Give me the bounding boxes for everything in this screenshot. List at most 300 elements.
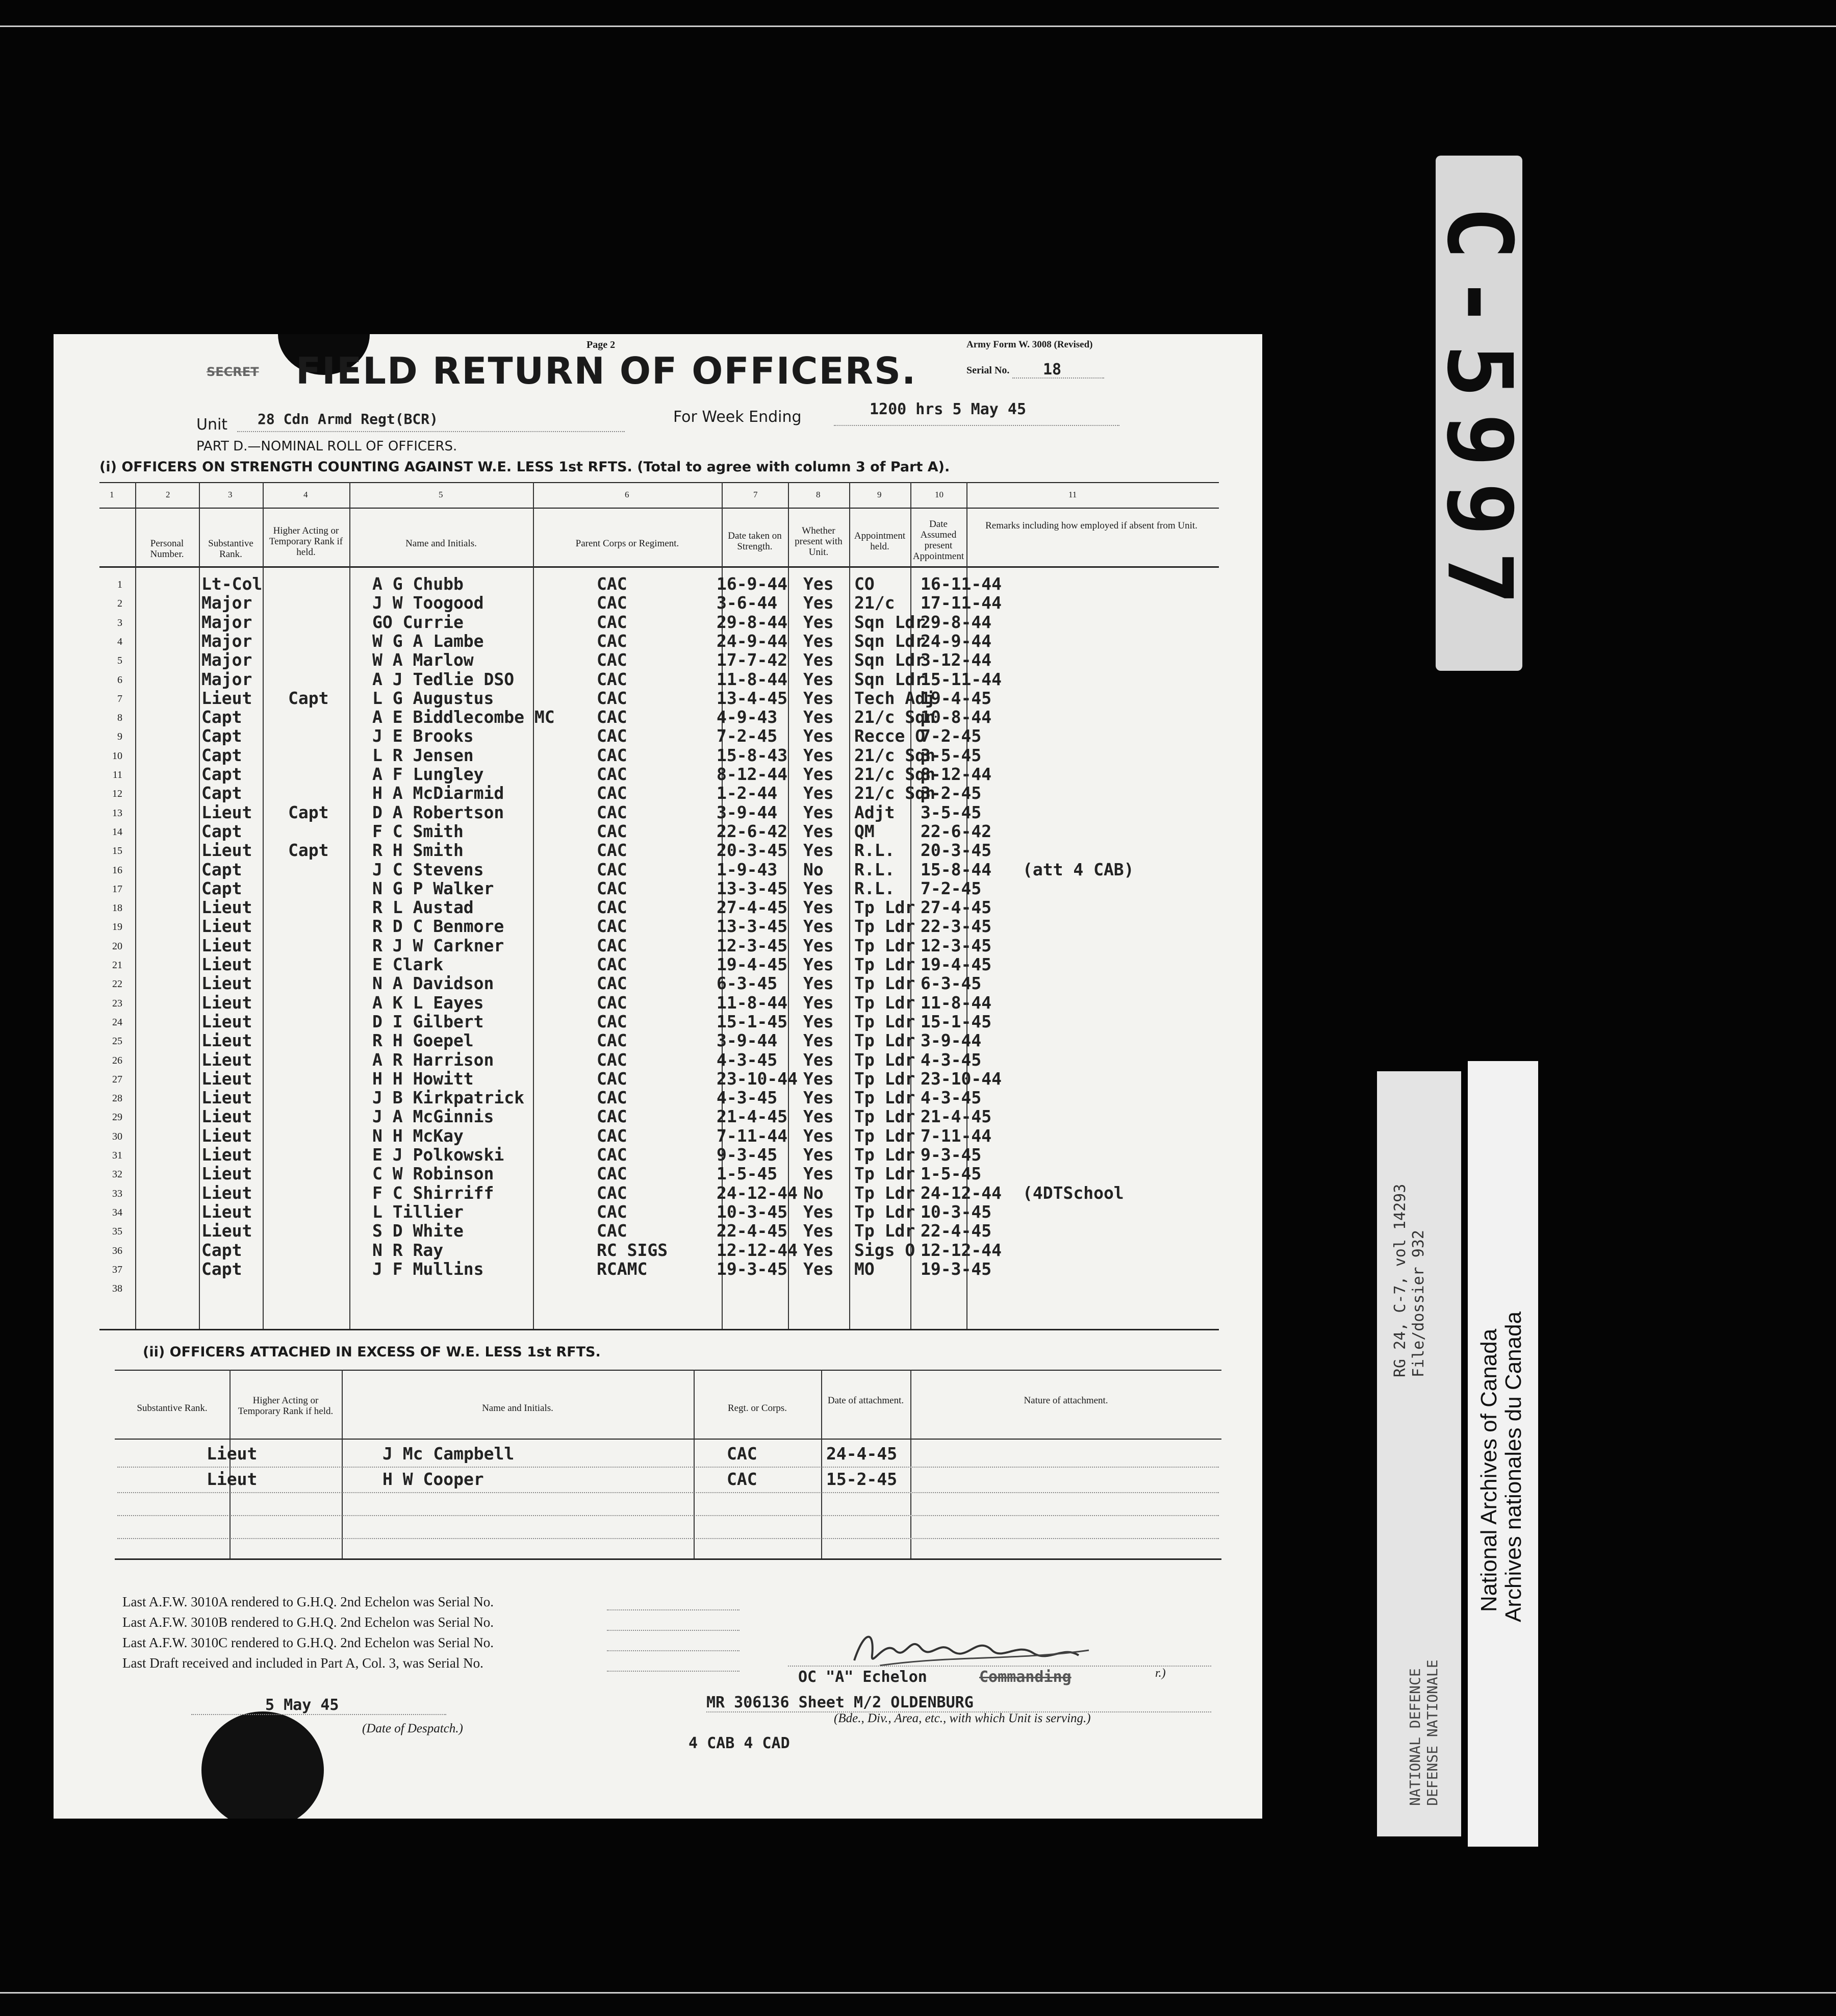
cell-name: S D White bbox=[372, 1221, 464, 1241]
att-cell-name: H W Cooper bbox=[382, 1469, 484, 1489]
cell-appointment: R.L. bbox=[854, 859, 895, 879]
cell-rank: Lieut bbox=[201, 1164, 252, 1184]
cell-date-tos: 22-6-42 bbox=[717, 821, 788, 841]
cell-date-assumed: 15-1-45 bbox=[921, 1011, 992, 1031]
officer-row bbox=[54, 631, 1176, 650]
cell-date-assumed: 7-2-45 bbox=[921, 878, 982, 898]
row-number: 27 bbox=[112, 1073, 122, 1085]
colhead-present: Whether present with Unit. bbox=[795, 525, 843, 558]
serial-label: Serial No. bbox=[966, 365, 1010, 376]
cell-rank: Lieut bbox=[201, 688, 252, 708]
row-number: 23 bbox=[112, 997, 122, 1009]
row-number: 9 bbox=[117, 731, 122, 743]
cell-name: A G Chubb bbox=[372, 574, 464, 594]
cell-higher-rank: Capt bbox=[288, 688, 329, 708]
row-number: 36 bbox=[112, 1245, 122, 1256]
cell-rank: Lieut bbox=[201, 916, 252, 937]
week-underline bbox=[834, 425, 1119, 426]
cell-date-tos: 3-9-44 bbox=[717, 1030, 778, 1051]
cell-date-assumed: 27-4-45 bbox=[921, 897, 992, 918]
att-head-name: Name and Initials. bbox=[482, 1403, 553, 1414]
colnum-6: 6 bbox=[625, 490, 629, 499]
cell-rank: Lieut bbox=[201, 1201, 252, 1222]
row-number: 5 bbox=[117, 655, 122, 667]
officer-row bbox=[54, 1030, 1176, 1049]
cell-name: F C Shirriff bbox=[372, 1182, 494, 1203]
officer-row bbox=[54, 1278, 1176, 1297]
cell-rank: Lieut bbox=[201, 973, 252, 994]
colhead-date-assumed: Date Assumed present Appointment bbox=[912, 519, 964, 562]
cell-corps: CAC bbox=[597, 1201, 627, 1222]
officer-row bbox=[54, 802, 1176, 821]
cell-rank: Lt-Col bbox=[201, 574, 263, 594]
cell-date-assumed: 24-9-44 bbox=[921, 631, 992, 651]
cell-date-tos: 1-9-43 bbox=[717, 859, 778, 879]
cell-rank: Capt bbox=[201, 1240, 242, 1260]
footer-line-a-blank bbox=[607, 1609, 740, 1610]
cell-corps: CAC bbox=[597, 631, 627, 651]
colnum-11: 11 bbox=[1068, 490, 1077, 499]
footer-line-d-blank bbox=[607, 1671, 740, 1672]
cell-date-assumed: 16-11-44 bbox=[921, 574, 1002, 594]
cell-higher-rank: Capt bbox=[288, 840, 329, 861]
cell-appointment: Tp Ldr bbox=[854, 1088, 915, 1108]
signature-suffix: r.) bbox=[1155, 1667, 1166, 1680]
attached-row bbox=[54, 1469, 1227, 1496]
cell-name: A E Biddlecombe MC bbox=[372, 707, 555, 727]
row-number: 35 bbox=[112, 1226, 122, 1238]
row-number: 19 bbox=[112, 921, 122, 933]
cell-present: No bbox=[803, 859, 824, 879]
cell-present: Yes bbox=[803, 973, 834, 994]
cell-corps: CAC bbox=[597, 612, 627, 632]
officer-row bbox=[54, 1088, 1176, 1106]
cell-rank: Lieut bbox=[201, 1088, 252, 1108]
cell-date-assumed: 15-11-44 bbox=[921, 669, 1002, 689]
cell-name: J W Toogood bbox=[372, 593, 484, 613]
colhead-remarks: Remarks including how employed if absent from Unit. bbox=[985, 520, 1197, 531]
formation-label: (Bde., Div., Area, etc., with which Unit is serving.) bbox=[834, 1711, 1091, 1725]
colhead-higher-rank: Higher Acting or Temporary Rank if held. bbox=[269, 525, 343, 558]
cell-rank: Capt bbox=[201, 707, 242, 727]
att-cell-rank: Lieut bbox=[207, 1444, 258, 1464]
cell-appointment: Tp Ldr bbox=[854, 1068, 915, 1089]
despatch-line bbox=[191, 1714, 446, 1715]
archive-name-label bbox=[1468, 1061, 1538, 1847]
cell-rank: Lieut bbox=[201, 1011, 252, 1031]
cell-name: F C Smith bbox=[372, 821, 464, 841]
att-cell-date: 15-2-45 bbox=[826, 1469, 898, 1489]
cell-date-assumed: 24-12-44 bbox=[921, 1182, 1002, 1203]
row-number: 37 bbox=[112, 1264, 122, 1275]
cell-date-tos: 4-3-45 bbox=[717, 1088, 778, 1108]
officer-row bbox=[54, 993, 1176, 1012]
archive-reference-line1: RG 24, C-7, vol 14293 bbox=[1391, 1183, 1409, 1377]
colnum-7: 7 bbox=[753, 490, 758, 499]
cell-date-tos: 15-8-43 bbox=[717, 745, 788, 765]
cell-present: Yes bbox=[803, 1201, 834, 1222]
archive-reference-label bbox=[1377, 1071, 1461, 1836]
colnum-10: 10 bbox=[935, 490, 944, 499]
cell-appointment: Tp Ldr bbox=[854, 973, 915, 994]
row-number: 28 bbox=[112, 1093, 122, 1104]
cell-rank: Lieut bbox=[201, 935, 252, 955]
att-head-higher: Higher Acting or Temporary Rank if held. bbox=[238, 1395, 334, 1417]
row-number: 32 bbox=[112, 1169, 122, 1180]
cell-appointment: Tp Ldr bbox=[854, 1049, 915, 1070]
cell-corps: CAC bbox=[597, 1088, 627, 1108]
cell-date-tos: 4-3-45 bbox=[717, 1049, 778, 1070]
cell-rank: Capt bbox=[201, 726, 242, 746]
cell-date-assumed: 4-3-45 bbox=[921, 1088, 982, 1108]
cell-present: Yes bbox=[803, 878, 834, 898]
cell-appointment: Adjt bbox=[854, 802, 895, 822]
cell-rank: Lieut bbox=[201, 1068, 252, 1089]
cell-rank: Capt bbox=[201, 783, 242, 803]
cell-rank: Lieut bbox=[201, 1125, 252, 1146]
cell-date-tos: 6-3-45 bbox=[717, 973, 778, 994]
officer-row bbox=[54, 878, 1176, 897]
cell-rank: Lieut bbox=[201, 1049, 252, 1070]
footer-line-c: Last A.F.W. 3010C rendered to G.H.Q. 2nd Echelon was Serial No. bbox=[122, 1635, 494, 1650]
cell-corps: CAC bbox=[597, 669, 627, 689]
cell-date-tos: 16-9-44 bbox=[717, 574, 788, 594]
row-number: 12 bbox=[112, 788, 122, 800]
cell-date-assumed: 3-5-45 bbox=[921, 802, 982, 822]
cell-corps: CAC bbox=[597, 650, 627, 670]
cell-name: A F Lungley bbox=[372, 764, 484, 784]
officer-row bbox=[54, 860, 1176, 878]
army-form-label: Army Form W. 3008 (Revised) bbox=[966, 339, 1093, 350]
row-number: 1 bbox=[117, 579, 122, 590]
cell-corps: CAC bbox=[597, 593, 627, 613]
cell-present: Yes bbox=[803, 1068, 834, 1089]
colnum-4: 4 bbox=[303, 490, 308, 499]
row-number: 21 bbox=[112, 960, 122, 971]
cell-name: N G P Walker bbox=[372, 878, 494, 898]
cell-present: Yes bbox=[803, 1125, 834, 1146]
week-ending-label: For Week Ending bbox=[673, 408, 802, 426]
cell-date-tos: 17-7-42 bbox=[717, 650, 788, 670]
cell-appointment: 21/c bbox=[854, 593, 895, 613]
cell-date-tos: 13-3-45 bbox=[717, 916, 788, 937]
cell-rank: Capt bbox=[201, 764, 242, 784]
cell-name: N H McKay bbox=[372, 1125, 464, 1146]
cell-corps: CAC bbox=[597, 859, 627, 879]
cell-date-assumed: 17-11-44 bbox=[921, 593, 1002, 613]
cell-name: W A Marlow bbox=[372, 650, 474, 670]
cell-name: N R Ray bbox=[372, 1240, 444, 1260]
cell-remarks: (att 4 CAB) bbox=[1023, 859, 1134, 879]
section-i-heading: (i) OFFICERS ON STRENGTH COUNTING AGAINST W.E. LESS 1st RFTS. (Total to agree with column 3 of Part A). bbox=[99, 459, 950, 475]
officer-row bbox=[54, 745, 1176, 764]
att-head-nature: Nature of attachment. bbox=[1024, 1395, 1108, 1406]
cell-corps: CAC bbox=[597, 954, 627, 974]
cell-date-tos: 11-8-44 bbox=[717, 992, 788, 1013]
formation-value: 4 CAB 4 CAD bbox=[688, 1734, 790, 1752]
cell-present: Yes bbox=[803, 783, 834, 803]
officer-row bbox=[54, 688, 1176, 707]
attached-row bbox=[54, 1444, 1227, 1470]
cell-date-assumed: 15-8-44 bbox=[921, 859, 992, 879]
archive-name-fr: Archives nationales du Canada bbox=[1501, 1311, 1526, 1622]
colnum-1: 1 bbox=[110, 490, 114, 499]
cell-appointment: Tp Ldr bbox=[854, 992, 915, 1013]
cell-name: R J W Carkner bbox=[372, 935, 504, 955]
row-number: 18 bbox=[112, 902, 122, 914]
att-line-3 bbox=[117, 1515, 1219, 1516]
cell-date-tos: 24-12-44 bbox=[717, 1182, 798, 1203]
cell-date-tos: 7-2-45 bbox=[717, 726, 778, 746]
cell-corps: CAC bbox=[597, 1145, 627, 1165]
row-number: 31 bbox=[112, 1150, 122, 1161]
officer-row bbox=[54, 1145, 1176, 1164]
cell-rank: Lieut bbox=[201, 802, 252, 822]
map-reference: MR 306136 Sheet M/2 OLDENBURG bbox=[706, 1694, 974, 1711]
cell-corps: CAC bbox=[597, 935, 627, 955]
row-number: 38 bbox=[112, 1283, 122, 1295]
cell-appointment: CO bbox=[854, 574, 875, 594]
cell-name: H H Howitt bbox=[372, 1068, 474, 1089]
cell-present: Yes bbox=[803, 1145, 834, 1165]
cell-date-tos: 23-10-44 bbox=[717, 1068, 798, 1089]
cell-corps: CAC bbox=[597, 764, 627, 784]
cell-date-assumed: 19-4-45 bbox=[921, 688, 992, 708]
cell-present: Yes bbox=[803, 954, 834, 974]
cell-present: Yes bbox=[803, 1088, 834, 1108]
cell-date-tos: 13-3-45 bbox=[717, 878, 788, 898]
cell-name: D A Robertson bbox=[372, 802, 504, 822]
cell-date-assumed: 22-4-45 bbox=[921, 1221, 992, 1241]
cell-present: Yes bbox=[803, 1049, 834, 1070]
cell-name: H A McDiarmid bbox=[372, 783, 504, 803]
cell-date-assumed: 7-2-45 bbox=[921, 726, 982, 746]
cell-rank: Capt bbox=[201, 878, 242, 898]
cell-present: Yes bbox=[803, 1164, 834, 1184]
att-cell-corps: CAC bbox=[727, 1469, 757, 1489]
cell-date-tos: 19-4-45 bbox=[717, 954, 788, 974]
punch-hole-bottom bbox=[201, 1711, 324, 1819]
officer-row bbox=[54, 1164, 1176, 1182]
cell-date-assumed: 22-3-45 bbox=[921, 916, 992, 937]
cell-present: Yes bbox=[803, 916, 834, 937]
cell-name: J E Brooks bbox=[372, 726, 474, 746]
att-head-corps: Regt. or Corps. bbox=[727, 1403, 787, 1414]
cell-corps: RC SIGS bbox=[597, 1240, 668, 1260]
cell-date-assumed: 21-4-45 bbox=[921, 1106, 992, 1127]
despatch-label: (Date of Despatch.) bbox=[362, 1722, 463, 1735]
cell-date-assumed: 10-3-45 bbox=[921, 1201, 992, 1222]
form-title: FIELD RETURN OF OFFICERS. bbox=[296, 349, 917, 392]
cell-date-tos: 8-12-44 bbox=[717, 764, 788, 784]
page-label: Page 2 bbox=[586, 339, 616, 350]
cell-appointment: Tp Ldr bbox=[854, 1145, 915, 1165]
cell-date-assumed: 11-8-44 bbox=[921, 992, 992, 1013]
cell-appointment: Tp Ldr bbox=[854, 935, 915, 955]
archive-name-en: National Archives of Canada bbox=[1476, 1328, 1501, 1612]
reel-number-strip bbox=[1427, 156, 1531, 671]
officer-row bbox=[54, 916, 1176, 935]
cell-corps: CAC bbox=[597, 1164, 627, 1184]
cell-date-tos: 22-4-45 bbox=[717, 1221, 788, 1241]
colhead-appointment: Appointment held. bbox=[854, 531, 906, 552]
archive-reference-line2: File/dossier 932 bbox=[1410, 1230, 1427, 1377]
cell-date-assumed: 19-4-45 bbox=[921, 954, 992, 974]
cell-date-assumed: 22-6-42 bbox=[921, 821, 992, 841]
cell-date-tos: 11-8-44 bbox=[717, 669, 788, 689]
cell-date-assumed: 12-12-44 bbox=[921, 1240, 1002, 1260]
officer-row bbox=[54, 593, 1176, 612]
row-number: 16 bbox=[112, 864, 122, 876]
cell-present: Yes bbox=[803, 612, 834, 632]
cell-date-assumed: 3-12-44 bbox=[921, 650, 992, 670]
cell-present: Yes bbox=[803, 745, 834, 765]
officer-row bbox=[54, 764, 1176, 783]
bottom-frame-line bbox=[0, 1992, 1836, 1994]
top-frame-line bbox=[0, 26, 1836, 27]
unit-underline bbox=[237, 431, 625, 432]
officer-row bbox=[54, 936, 1176, 954]
cell-rank: Capt bbox=[201, 1258, 242, 1279]
despatch-date: 5 May 45 bbox=[265, 1696, 339, 1714]
officer-row bbox=[54, 973, 1176, 992]
cell-appointment: Sigs O bbox=[854, 1240, 915, 1260]
cell-appointment: 21/c Sqn bbox=[854, 745, 935, 765]
cell-appointment: Tp Ldr bbox=[854, 1164, 915, 1184]
cell-name: C W Robinson bbox=[372, 1164, 494, 1184]
cell-name: A R Harrison bbox=[372, 1049, 494, 1070]
unit-value: 28 Cdn Armd Regt(BCR) bbox=[258, 411, 439, 427]
cell-date-tos: 24-9-44 bbox=[717, 631, 788, 651]
row-number: 13 bbox=[112, 807, 122, 819]
cell-appointment: QM bbox=[854, 821, 875, 841]
secret-stamp: SECRET bbox=[207, 365, 259, 379]
cell-appointment: Tp Ldr bbox=[854, 1011, 915, 1031]
cell-corps: CAC bbox=[597, 1182, 627, 1203]
cell-appointment: 21/c Sqn bbox=[854, 707, 935, 727]
row-number: 4 bbox=[117, 636, 122, 647]
part-d-label: PART D.—NOMINAL ROLL OF OFFICERS. bbox=[196, 439, 457, 454]
cell-name: J C Stevens bbox=[372, 859, 484, 879]
cell-present: Yes bbox=[803, 574, 834, 594]
row-number: 30 bbox=[112, 1130, 122, 1142]
cell-present: Yes bbox=[803, 1258, 834, 1279]
officer-row bbox=[54, 821, 1176, 840]
attached-bottom-rule bbox=[115, 1558, 1221, 1560]
cell-rank: Lieut bbox=[201, 1221, 252, 1241]
footer-line-a: Last A.F.W. 3010A rendered to G.H.Q. 2nd Echelon was Serial No. bbox=[122, 1594, 494, 1609]
cell-present: Yes bbox=[803, 897, 834, 918]
cell-date-tos: 19-3-45 bbox=[717, 1258, 788, 1279]
cell-date-assumed: 23-10-44 bbox=[921, 1068, 1002, 1089]
officer-row bbox=[54, 1012, 1176, 1030]
cell-corps: CAC bbox=[597, 726, 627, 746]
cell-present: Yes bbox=[803, 764, 834, 784]
cell-rank: Lieut bbox=[201, 1145, 252, 1165]
cell-present: Yes bbox=[803, 726, 834, 746]
cell-rank: Lieut bbox=[201, 897, 252, 918]
cell-name: W G A Lambe bbox=[372, 631, 484, 651]
cell-rank: Capt bbox=[201, 745, 242, 765]
cell-name: L R Jensen bbox=[372, 745, 474, 765]
cell-rank: Lieut bbox=[201, 1106, 252, 1127]
cell-appointment: 21/c Sqn bbox=[854, 764, 935, 784]
cell-rank: Major bbox=[201, 669, 252, 689]
cell-present: Yes bbox=[803, 650, 834, 670]
cell-date-tos: 3-9-44 bbox=[717, 802, 778, 822]
cell-present: Yes bbox=[803, 821, 834, 841]
table-colnum-rule bbox=[99, 508, 1219, 509]
officer-row bbox=[54, 1240, 1176, 1259]
cell-present: Yes bbox=[803, 631, 834, 651]
cell-date-assumed: 1-5-45 bbox=[921, 1164, 982, 1184]
cell-date-tos: 1-5-45 bbox=[717, 1164, 778, 1184]
row-number: 2 bbox=[117, 598, 122, 610]
cell-appointment: Sqn Ldr bbox=[854, 612, 926, 632]
cell-present: Yes bbox=[803, 593, 834, 613]
struck-commanding: Commanding bbox=[979, 1668, 1072, 1686]
cell-rank: Lieut bbox=[201, 954, 252, 974]
officer-row bbox=[54, 650, 1176, 669]
reel-number: C-5997 bbox=[1427, 206, 1531, 621]
cell-appointment: Tp Ldr bbox=[854, 897, 915, 918]
row-number: 8 bbox=[117, 712, 122, 724]
cell-date-assumed: 3-9-44 bbox=[921, 1030, 982, 1051]
cell-date-assumed: 3-2-45 bbox=[921, 783, 982, 803]
att-cell-date: 24-4-45 bbox=[826, 1444, 898, 1464]
att-cell-rank: Lieut bbox=[207, 1469, 258, 1489]
cell-appointment: Tp Ldr bbox=[854, 1125, 915, 1146]
cell-rank: Lieut bbox=[201, 1030, 252, 1051]
signature-title: OC "A" Echelon bbox=[798, 1668, 927, 1686]
cell-appointment: Recce O bbox=[854, 726, 926, 746]
cell-corps: CAC bbox=[597, 574, 627, 594]
cell-date-assumed: 20-3-45 bbox=[921, 840, 992, 861]
cell-corps: CAC bbox=[597, 1221, 627, 1241]
row-number: 3 bbox=[117, 617, 122, 628]
cell-date-tos: 7-11-44 bbox=[717, 1125, 788, 1146]
cell-date-tos: 15-1-45 bbox=[717, 1011, 788, 1031]
cell-corps: CAC bbox=[597, 707, 627, 727]
cell-date-tos: 10-3-45 bbox=[717, 1201, 788, 1222]
cell-present: Yes bbox=[803, 1106, 834, 1127]
row-number: 22 bbox=[112, 978, 122, 990]
colhead-date-tos: Date taken on Strength. bbox=[728, 531, 782, 552]
cell-date-assumed: 29-8-44 bbox=[921, 612, 992, 632]
row-number: 26 bbox=[112, 1054, 122, 1066]
cell-appointment: Tp Ldr bbox=[854, 916, 915, 937]
cell-name: A J Tedlie DSO bbox=[372, 669, 515, 689]
officer-row bbox=[54, 1069, 1176, 1088]
cell-rank: Capt bbox=[201, 821, 242, 841]
colhead-personal-number: Personal Number. bbox=[150, 538, 184, 560]
cell-present: Yes bbox=[803, 1221, 834, 1241]
cell-date-assumed: 10-8-44 bbox=[921, 707, 992, 727]
row-number: 15 bbox=[112, 845, 122, 857]
cell-appointment: Sqn Ldr bbox=[854, 650, 926, 670]
cell-rank: Lieut bbox=[201, 1182, 252, 1203]
table-bottom-rule bbox=[99, 1329, 1219, 1330]
footer-line-c-blank bbox=[607, 1650, 740, 1651]
row-number: 33 bbox=[112, 1188, 122, 1199]
row-number: 24 bbox=[112, 1016, 122, 1028]
cell-corps: CAC bbox=[597, 1125, 627, 1146]
officer-row bbox=[54, 1202, 1176, 1221]
department-fr: DEFENSE NATIONALE bbox=[1424, 1659, 1441, 1806]
table-top-rule bbox=[99, 482, 1219, 483]
cell-date-tos: 4-9-43 bbox=[717, 707, 778, 727]
cell-name: R L Austad bbox=[372, 897, 474, 918]
